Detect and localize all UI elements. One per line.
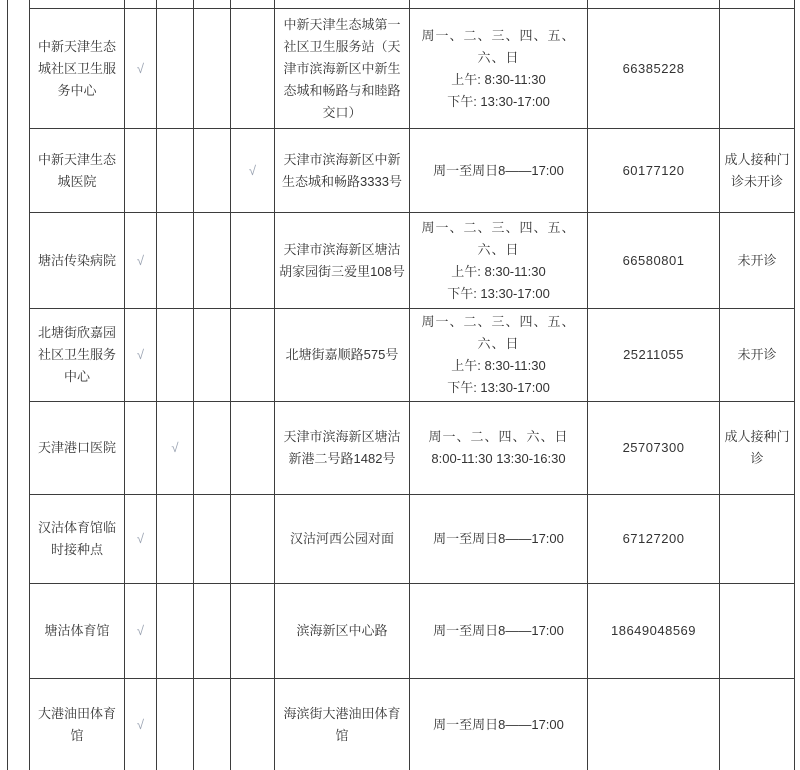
hours-cell xyxy=(410,679,588,770)
hours-line: 周一至周日8——17:00 xyxy=(433,623,564,638)
check-cell xyxy=(157,9,194,129)
check-cell xyxy=(194,309,231,402)
check-cell xyxy=(194,9,231,129)
cut-cell xyxy=(157,0,194,9)
hours-line: 上午: 8:30-11:30 xyxy=(451,263,546,279)
facility-name-cell: 中新天津生态城医院 xyxy=(30,129,125,213)
hours-cell xyxy=(410,309,588,402)
facility-name-cell: 北塘街欣嘉园社区卫生服务中心 xyxy=(30,309,125,402)
check-cell xyxy=(194,679,231,770)
phone-cell: 18649048569 xyxy=(588,584,720,679)
address-cell: 天津市滨海新区塘沽胡家园街三爱里108号 xyxy=(275,213,410,309)
check-cell: √ xyxy=(157,402,194,495)
hours-cell xyxy=(410,213,588,309)
table-row xyxy=(8,129,795,213)
table-row xyxy=(8,309,795,402)
note-cell: 成人接种门诊 xyxy=(720,402,795,495)
hours-line: 周一、二、三、四、五、六、日 xyxy=(421,219,576,257)
check-cell xyxy=(194,495,231,584)
facility-name-cell: 大港油田体育馆 xyxy=(30,679,125,770)
hours-line: 下午: 13:30-17:00 xyxy=(447,380,550,395)
address-cell: 滨海新区中心路 xyxy=(275,584,410,679)
check-cell: √ xyxy=(125,495,157,584)
phone-cell: 60177120 xyxy=(588,129,720,213)
hours-line: 上午: 8:30-11:30 xyxy=(451,71,546,87)
check-cell xyxy=(231,402,275,495)
address-cell: 天津市滨海新区塘沽新港二号路1482号 xyxy=(275,402,410,495)
phone-cell: 66580801 xyxy=(588,213,720,309)
address-cell: 中新天津生态城第一社区卫生服务站（天津市滨海新区中新生态城和畅路与和睦路交口） xyxy=(275,9,410,129)
hours-cell xyxy=(410,584,588,679)
check-cell: √ xyxy=(125,584,157,679)
check-cell xyxy=(231,309,275,402)
phone-cell: 66385228 xyxy=(588,9,720,129)
left-margin-cell xyxy=(8,0,30,770)
phone-cell: 67127200 xyxy=(588,495,720,584)
note-cell: 未开诊 xyxy=(720,309,795,402)
note-cell xyxy=(720,495,795,584)
check-cell: √ xyxy=(125,309,157,402)
check-cell xyxy=(231,213,275,309)
check-cell xyxy=(157,679,194,770)
hours-line: 周一至周日8——17:00 xyxy=(433,531,564,546)
hours-cell xyxy=(410,495,588,584)
facility-name-cell: 天津港口医院 xyxy=(30,402,125,495)
hours-cell xyxy=(410,402,588,495)
facility-name-cell: 汉沽体育馆临时接种点 xyxy=(30,495,125,584)
cut-cell xyxy=(588,0,720,9)
check-cell: √ xyxy=(125,213,157,309)
check-cell xyxy=(231,9,275,129)
cut-cell xyxy=(410,0,588,9)
check-cell xyxy=(125,402,157,495)
hours-line: 8:00-11:30 13:30-16:30 xyxy=(431,451,566,466)
facility-name-cell: 塘沽体育馆 xyxy=(30,584,125,679)
hours-line: 周一、二、三、四、五、六、日 xyxy=(421,314,576,351)
table-row xyxy=(8,213,795,309)
phone-cell: 25211055 xyxy=(588,309,720,402)
check-cell xyxy=(231,495,275,584)
check-cell xyxy=(231,584,275,679)
check-cell xyxy=(157,495,194,584)
check-cell xyxy=(157,129,194,213)
check-cell xyxy=(194,402,231,495)
address-cell: 北塘街嘉顺路575号 xyxy=(275,309,410,402)
check-cell: √ xyxy=(231,129,275,213)
hours-line: 周一至周日8——17:00 xyxy=(433,717,564,732)
cut-cell xyxy=(30,0,125,9)
hours-line: 下午: 13:30-17:00 xyxy=(447,93,550,109)
check-cell xyxy=(231,679,275,770)
hours-cell xyxy=(410,9,588,129)
table-row xyxy=(8,402,795,495)
table-row xyxy=(8,0,795,9)
check-cell: √ xyxy=(125,9,157,129)
cut-cell xyxy=(720,0,795,9)
note-cell: 成人接种门诊未开诊 xyxy=(720,129,795,213)
cut-cell xyxy=(194,0,231,9)
table-row xyxy=(8,679,795,770)
table-row xyxy=(8,9,795,129)
check-cell xyxy=(157,213,194,309)
check-cell xyxy=(157,584,194,679)
check-cell: √ xyxy=(125,679,157,770)
hours-line: 下午: 13:30-17:00 xyxy=(447,285,550,301)
cut-cell xyxy=(231,0,275,9)
phone-cell: 25707300 xyxy=(588,402,720,495)
check-cell xyxy=(125,129,157,213)
note-cell: 未开诊 xyxy=(720,213,795,309)
vaccination-sites-table xyxy=(7,0,795,770)
note-cell xyxy=(720,9,795,129)
cut-cell xyxy=(125,0,157,9)
facility-name-cell: 塘沽传染病院 xyxy=(30,213,125,309)
hours-line: 周一、二、三、四、五、六、日 xyxy=(421,27,576,65)
address-cell: 天津市滨海新区中新生态城和畅路3333号 xyxy=(275,129,410,213)
address-cell: 汉沽河西公园对面 xyxy=(275,495,410,584)
facility-name-cell: 中新天津生态城社区卫生服务中心 xyxy=(30,9,125,129)
check-cell xyxy=(157,309,194,402)
note-cell xyxy=(720,584,795,679)
note-cell xyxy=(720,679,795,770)
check-cell xyxy=(194,129,231,213)
hours-line: 周一至周日8——17:00 xyxy=(433,162,564,178)
table-row xyxy=(8,495,795,584)
check-cell xyxy=(194,584,231,679)
hours-cell xyxy=(410,129,588,213)
address-cell: 海滨街大港油田体育馆 xyxy=(275,679,410,770)
phone-cell xyxy=(588,679,720,770)
check-cell xyxy=(194,213,231,309)
hours-line: 上午: 8:30-11:30 xyxy=(451,358,546,373)
cut-cell xyxy=(275,0,410,9)
hours-line: 周一、二、四、六、日 xyxy=(428,429,569,444)
table-row xyxy=(8,584,795,679)
